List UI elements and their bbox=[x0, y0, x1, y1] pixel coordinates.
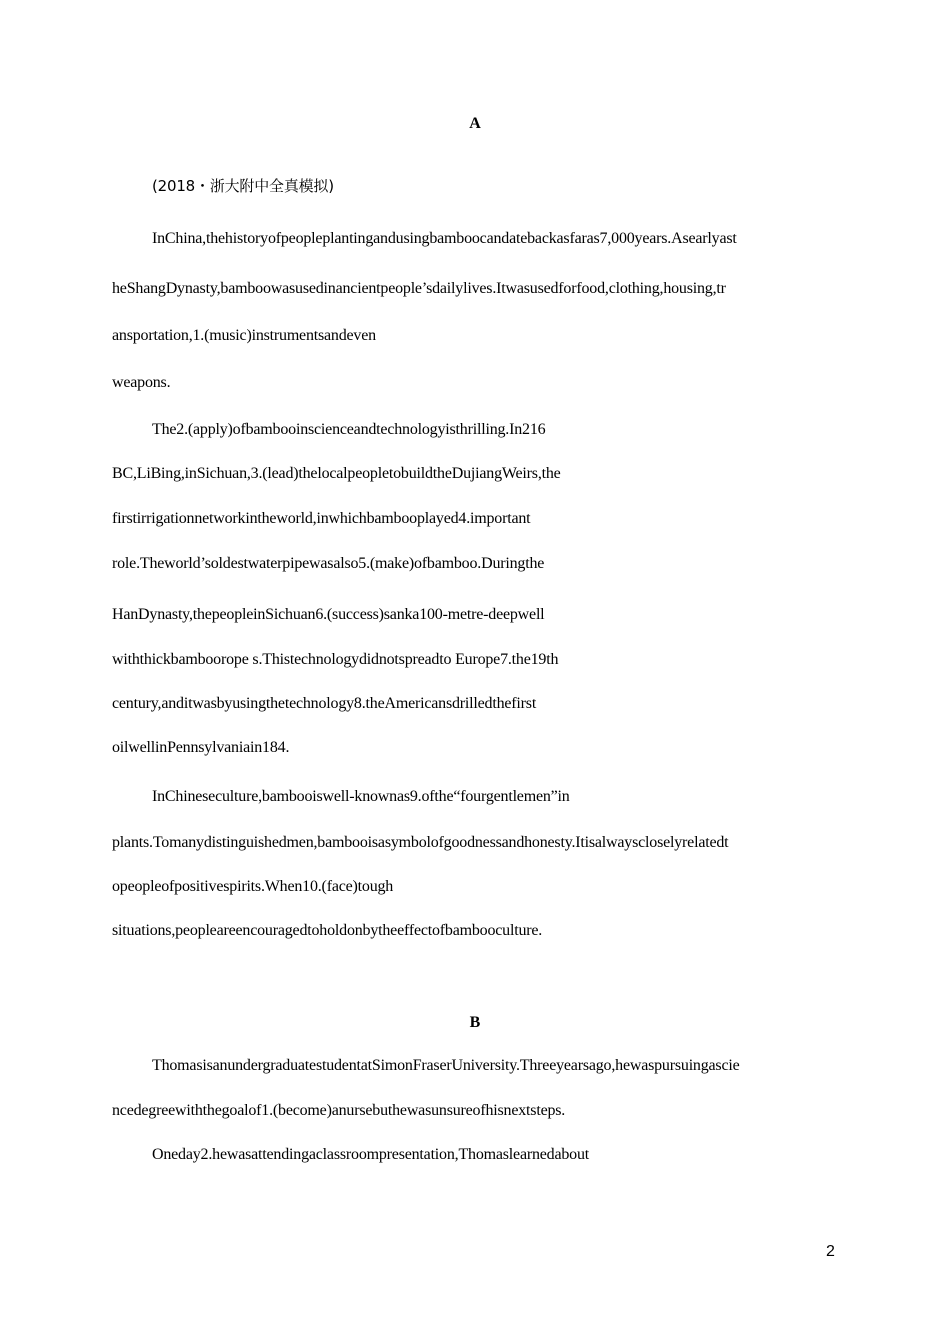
paragraph-line: oilwellinPennsylvaniain184. bbox=[112, 739, 290, 756]
source-note: (2018・浙大附中全真模拟) bbox=[152, 177, 334, 195]
paragraph-line: ansportation,1.(music)instrumentsandeven bbox=[112, 327, 376, 344]
paragraph-line: InChineseculture,bambooiswell-knownas9.ofthe“fourgentlemen”in bbox=[152, 788, 570, 805]
paragraph-line: withthickbamboorope s.Thistechnologydidnotspreadto Europe7.the19th bbox=[112, 651, 559, 668]
paragraph-line: Oneday2.hewasattendingaclassroompresentation,Thomaslearnedabout bbox=[152, 1146, 590, 1163]
section-a-heading: A bbox=[469, 115, 481, 132]
paragraph-line: BC,LiBing,inSichuan,3.(lead)thelocalpeopletobuildtheDujiangWeirs,the bbox=[112, 465, 561, 482]
paragraph-line: InChina,thehistoryofpeopleplantingandusingbamboocandatebackasfaras7,000years.Asearlyast bbox=[152, 230, 737, 247]
paragraph-line: opeopleofpositivespirits.When10.(face)tough bbox=[112, 878, 394, 895]
page-number: 2 bbox=[826, 1243, 835, 1260]
paragraph-line: heShangDynasty,bamboowasusedinancientpeople’sdailylives.Itwasusedforfood,clothing,housing,tr bbox=[112, 280, 726, 297]
paragraph-line: plants.Tomanydistinguishedmen,bambooisasymbolofgoodnessandhonesty.Itisalwayscloselyrelatedt bbox=[112, 834, 729, 851]
paragraph-line: role.Theworld’soldestwaterpipewasalso5.(make)ofbamboo.Duringthe bbox=[112, 555, 545, 572]
paragraph-line: century,anditwasbyusingthetechnology8.theAmericansdrilledthefirst bbox=[112, 695, 537, 712]
section-b-heading: B bbox=[469, 1014, 481, 1031]
paragraph-line: ThomasisanundergraduatestudentatSimonFraserUniversity.Threeyearsago,hewaspursuingascie bbox=[152, 1057, 740, 1074]
paragraph-line: HanDynasty,thepeopleinSichuan6.(success)sanka100-metre-deepwell bbox=[112, 606, 545, 623]
paragraph-line: situations,peopleareencouragedtoholdonbytheeffectofbambooculture. bbox=[112, 922, 543, 939]
paragraph-line: firstirrigationnetworkintheworld,inwhichbambooplayed4.important bbox=[112, 510, 531, 527]
paragraph-line: The2.(apply)ofbambooinscienceandtechnologyisthrilling.In216 bbox=[152, 421, 546, 438]
paragraph-line: ncedegreewiththegoalof1.(become)anursebuthewasunsureofhisnextsteps. bbox=[112, 1102, 566, 1119]
paragraph-line: weapons. bbox=[112, 374, 171, 391]
